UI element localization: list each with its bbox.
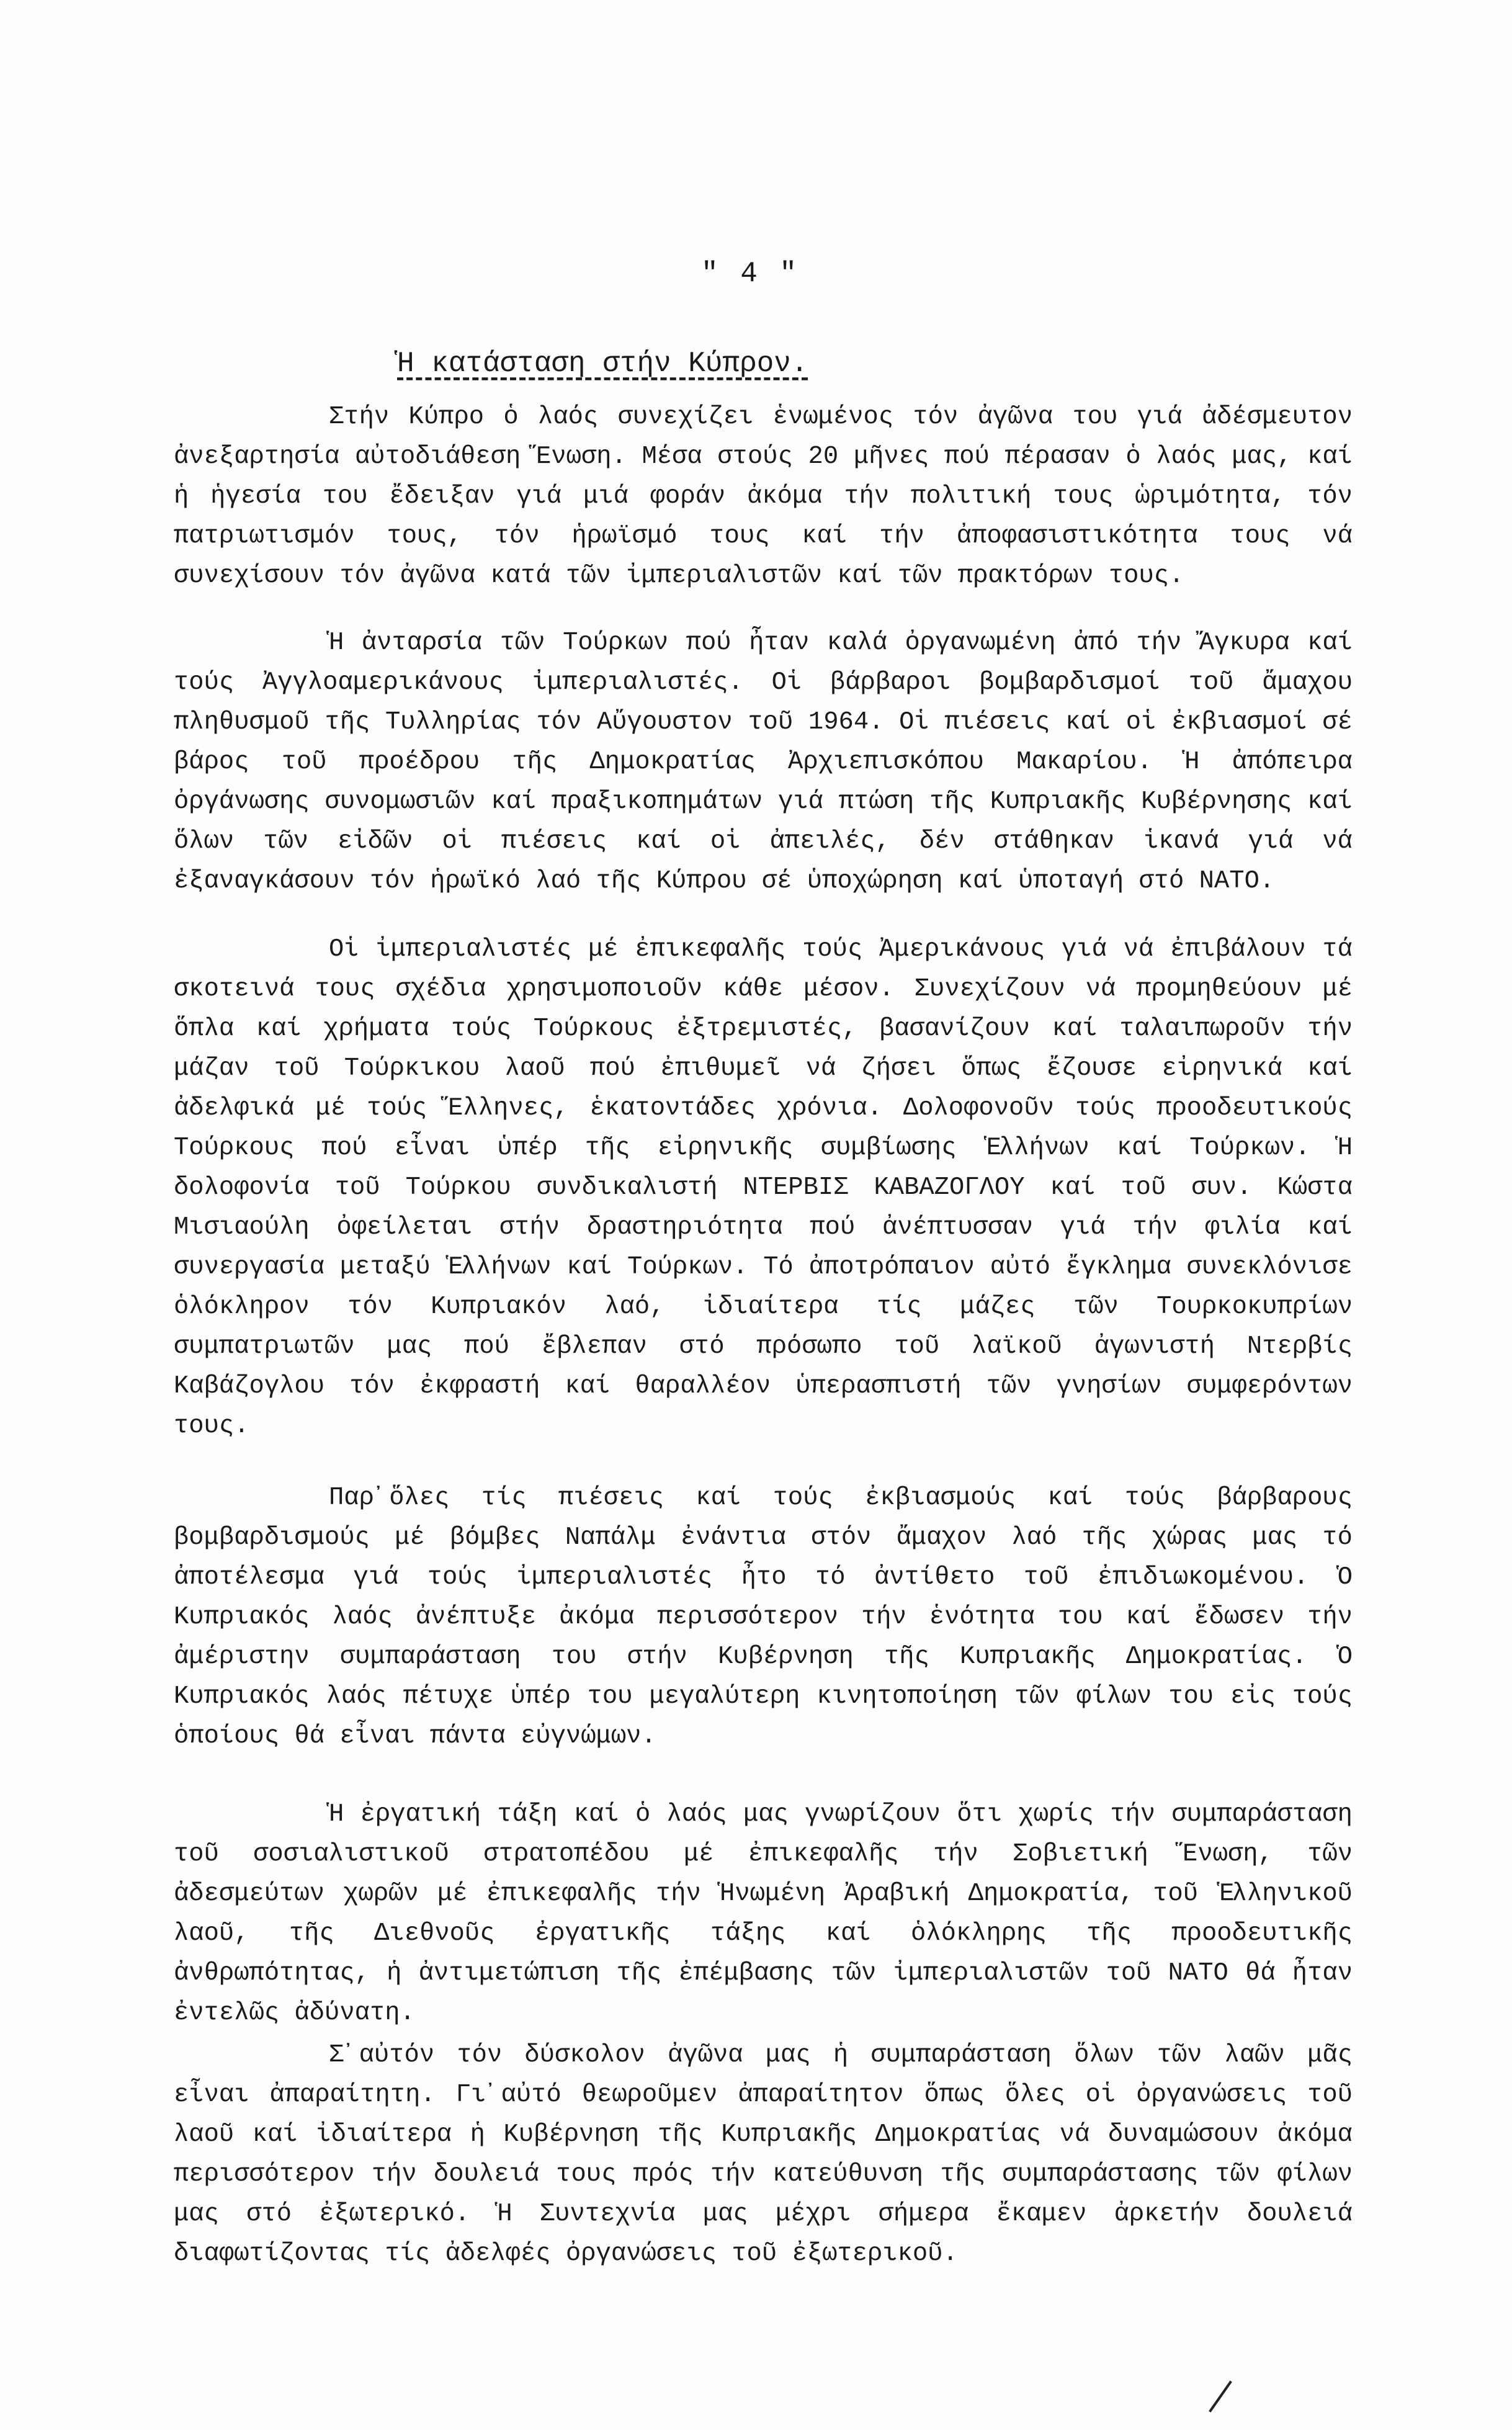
paragraph-6: Σ᾽αὐτόν τόν δύσκολον ἀγῶνα μας ἡ συμπαράσταση ὅλων τῶν λαῶν μᾶς εἶναι ἀπαραίτητη. Γι᾽αὐτό θεωροῦμεν ἀπαραίτητον ὅπως ὅλες οἱ ὀργανώσεις τοῦ λαοῦ καί ἰδιαίτερα ἡ Κυβέρνηση τῆς Κυπριακῆς Δημοκρατίας νά δυναμώσουν ἀκόμα περισσότερον τήν δουλειά τους πρός τήν κατεύθυνση τῆς συμπαράστασης τῶν φίλων μας στό ἐξωτερικό. Ἡ Συντεχνία μας μέχρι σήμερα ἔκαμεν ἀρκετήν δουλειά διαφωτίζοντας τίς ἀδελφές ὀργανώσεις τοῦ ἐξωτερικοῦ. <box>174 2041 1353 2268</box>
paragraph-2: Ἡ ἀνταρσία τῶν Τούρκων πού ἦταν καλά ὀργανωμένη ἀπό τήν Ἄγκυρα καί τούς Ἀγγλοαμερικάνους ἰμπεριαλιστές. Οἱ βάρβαροι βομβαρδισμοί τοῦ ἄμαχου πληθυσμοῦ τῆς Τυλληρίας τόν Αὔγουστον τοῦ 1964. Οἱ πιέσεις καί οἱ ἐκβιασμοί σέ βάρος τοῦ προέδρου τῆς Δημοκρατίας Ἀρχιεπισκόπου Μακαρίου. Ἡ ἀπόπειρα ὀργάνωσης συνομωσιῶν καί πραξικοπημάτων γιά πτώση τῆς Κυπριακῆς Κυβέρνησης καί ὅλων τῶν εἰδῶν οἱ πιέσεις καί οἱ ἀπειλές, δέν στάθηκαν ἱκανά γιά νά ἐξαναγκάσουν τόν ἡρωϊκό λαό τῆς Κύπρου σέ ὑποχώρηση καί ὑποταγή στό ΝΑΤΟ. <box>174 629 1353 895</box>
paragraph-5: Ἡ ἐργατική τάξη καί ὁ λαός μας γνωρίζουν ὅτι χωρίς τήν συμπαράσταση τοῦ σοσιαλιστικοῦ στρατοπέδου μέ ἐπικεφαλῆς τήν Σοβιετική Ἕνωση, τῶν ἀδεσμεύτων χωρῶν μέ ἐπικεφαλῆς τήν Ἡνωμένη Ἀραβική Δημοκρατία, τοῦ Ἑλληνικοῦ λαοῦ, τῆς Διεθνοῦς ἐργατικῆς τάξης καί ὁλόκληρης τῆς προοδευτικῆς ἀνθρωπότητας, ἡ ἀντιμετώπιση τῆς ἐπέμβασης τῶν ἰμπεριαλιστῶν τοῦ ΝΑΤΟ θά ἦταν ἐντελῶς ἀδύνατη. <box>174 1800 1353 2027</box>
document-body <box>174 397 1353 2274</box>
paragraph-3: Οἱ ἰμπεριαλιστές μέ ἐπικεφαλῆς τούς Ἀμερικάνους γιά νά ἐπιβάλουν τά σκοτεινά τους σχέδια χρησιμοποιοῦν κάθε μέσον. Συνεχίζουν νά προμηθεύουν μέ ὅπλα καί χρήματα τούς Τούρκους ἐξτρεμιστές, βασανίζουν καί ταλαιπωροῦν τήν μάζαν τοῦ Τούρκικου λαοῦ πού ἐπιθυμεῖ νά ζήσει ὅπως ἔζουσε εἰρηνικά καί ἀδελφικά μέ τούς Ἕλληνες, ἑκατοντάδες χρόνια. Δολοφονοῦν τούς προοδευτικούς Τούρκους πού εἶναι ὑπέρ τῆς εἰρηνικῆς συμβίωσης Ἑλλήνων καί Τούρκων. Ἡ δολοφονία τοῦ Τούρκου συνδικαλιστή ΝΤΕΡΒΙΣ ΚΑΒΑΖΟΓΛΟΥ καί τοῦ συν. Κώστα Μισιαούλη ὀφείλεται στήν δραστηριότητα πού ἀνέπτυσσαν γιά τήν φιλία καί συνεργασία μεταξύ Ἑλλήνων καί Τούρκων. Τό ἀποτρόπαιον αὐτό ἔγκλημα συνεκλόνισε ὁλόκληρον τόν Κυπριακόν λαό, ἰδιαίτερα τίς μάζες τῶν Τουρκοκυπρίων συμπατριωτῶν μας πού ἔβλεπαν στό πρόσωπο τοῦ λαϊκοῦ ἀγωνιστή Ντερβίς Καβάζογλου τόν ἐκφραστή καί θαραλλέον ὑπερασπιστή τῶν γνησίων συμφερόντων τους. <box>174 935 1353 1440</box>
section-title: Ἡ κατάσταση στήν Κύπρον. <box>397 347 808 380</box>
pen-stroke-mark <box>1209 2380 1232 2412</box>
page-number: " 4 " <box>701 258 800 290</box>
paragraph-1: Στήν Κύπρο ὁ λαός συνεχίζει ἑνωμένος τόν ἀγῶνα του γιά ἀδέσμευτον ἀνεξαρτησία αὐτοδιάθεση Ἕνωση. Μέσα στούς 20 μῆνες πού πέρασαν ὁ λαός μας, καί ἡ ἡγεσία του ἔδειξαν γιά μιά φοράν ἀκόμα τήν πολιτική τους ὡριμότητα, τόν πατριωτισμόν τους, τόν ἡρωϊσμό τους καί τήν ἀποφασιστικότητα τους νά συνεχίσουν τόν ἀγῶνα κατά τῶν ἰμπεριαλιστῶν καί τῶν πρακτόρων τους. <box>174 403 1353 590</box>
paragraph-4: Παρ᾽ὅλες τίς πιέσεις καί τούς ἐκβιασμούς καί τούς βάρβαρους βομβαρδισμούς μέ βόμβες Ναπάλμ ἐνάντια στόν ἄμαχον λαό τῆς χώρας μας τό ἀποτέλεσμα γιά τούς ἰμπεριαλιστές ἦτο τό ἀντίθετο τοῦ ἐπιδιωκομένου. Ὁ Κυπριακός λαός ἀνέπτυξε ἀκόμα περισσότερον τήν ἑνότητα του καί ἔδωσεν τήν ἀμέριστην συμπαράσταση του στήν Κυβέρνηση τῆς Κυπριακῆς Δημοκρατίας. Ὁ Κυπριακός λαός πέτυχε ὑπέρ του μεγαλύτερη κινητοποίηση τῶν φίλων του εἰς τούς ὁποίους θά εἶναι πάντα εὐγνώμων. <box>174 1484 1353 1751</box>
